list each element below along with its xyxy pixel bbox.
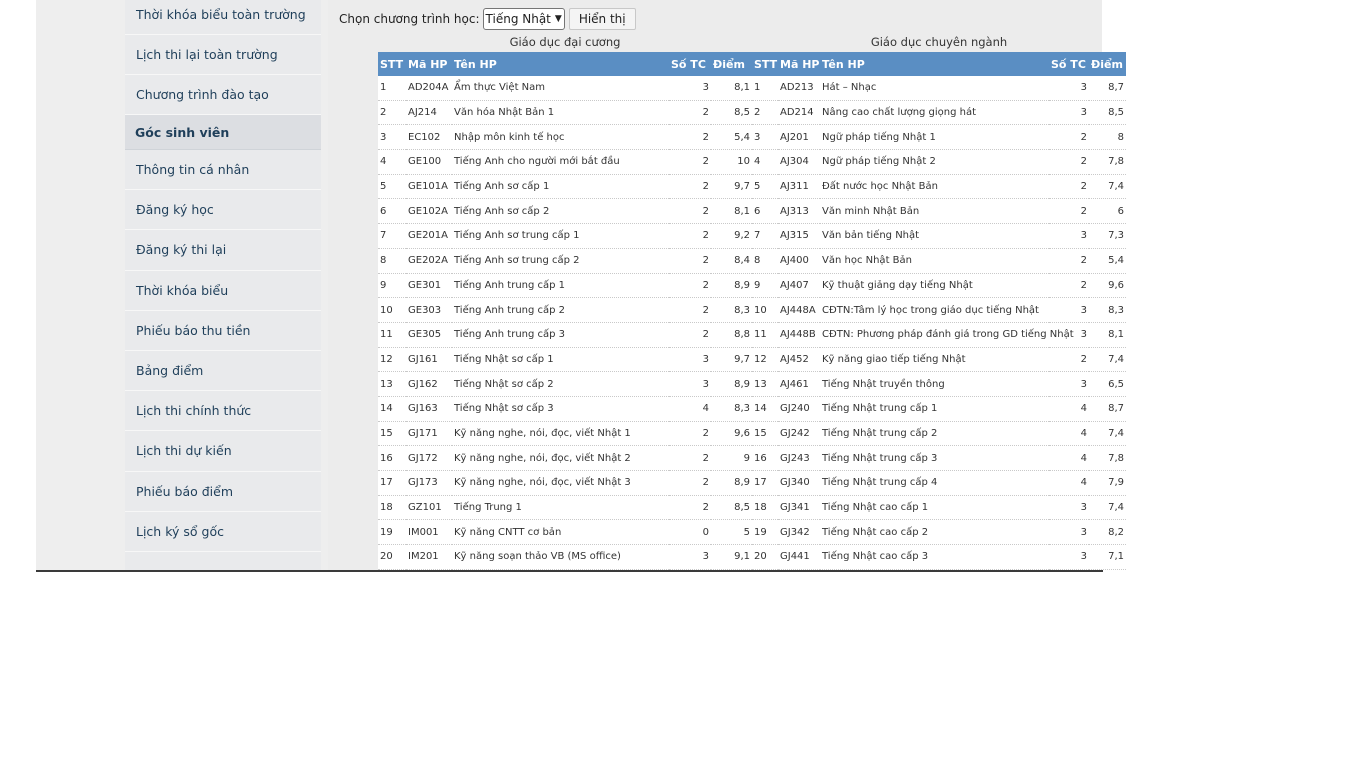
cell-course-name: Tiếng Anh trung cấp 3: [452, 322, 669, 347]
cell-stt: 5: [378, 174, 406, 199]
cell-credits: 2: [1049, 248, 1089, 273]
cell-score: 6: [1089, 199, 1126, 224]
table-row: [378, 421, 752, 446]
cell-stt: 19: [378, 520, 406, 545]
cell-course-code: GE305: [406, 322, 452, 347]
cell-course-name: Tiếng Nhật trung cấp 4: [820, 471, 1049, 496]
cell-score: 8,8: [711, 322, 752, 347]
cell-score: 8,3: [1089, 298, 1126, 323]
cell-credits: 3: [1049, 520, 1089, 545]
table-row: [752, 298, 1126, 323]
cell-credits: 4: [1049, 421, 1089, 446]
cell-credits: 3: [1049, 545, 1089, 570]
table-row: [378, 224, 752, 249]
cell-course-name: Tiếng Nhật cao cấp 3: [820, 545, 1049, 570]
cell-course-code: GJ173: [406, 471, 452, 496]
cell-course-name: Nhập môn kinh tế học: [452, 125, 669, 150]
cell-course-name: Tiếng Nhật sơ cấp 2: [452, 372, 669, 397]
cell-credits: 2: [1049, 273, 1089, 298]
cell-credits: 2: [669, 421, 711, 446]
cell-course-code: GE100: [406, 150, 452, 175]
cell-course-name: Kỹ năng nghe, nói, đọc, viết Nhật 2: [452, 446, 669, 471]
cell-course-name: Kỹ năng nghe, nói, đọc, viết Nhật 1: [452, 421, 669, 446]
cell-credits: 3: [669, 347, 711, 372]
sidebar-item[interactable]: Lịch thi lại toàn trường: [125, 35, 321, 75]
cell-score: 8,5: [711, 495, 752, 520]
cell-course-code: GE303: [406, 298, 452, 323]
cell-score: 9,6: [711, 421, 752, 446]
cell-stt: 5: [752, 174, 778, 199]
cell-course-name: Tiếng Anh sơ trung cấp 1: [452, 224, 669, 249]
cell-score: 9,7: [711, 174, 752, 199]
cell-score: 7,3: [1089, 224, 1126, 249]
cell-score: 7,9: [1089, 471, 1126, 496]
cell-credits: 3: [1049, 76, 1089, 100]
cell-stt: 7: [378, 224, 406, 249]
cell-course-code: AJ448B: [778, 322, 820, 347]
sidebar-item[interactable]: Bảng điểm: [125, 351, 321, 391]
cell-score: 8,1: [711, 76, 752, 100]
table-row: [752, 150, 1126, 175]
cell-credits: 2: [669, 150, 711, 175]
col-header-name: Tên HP: [820, 52, 1049, 76]
cell-stt: 3: [752, 125, 778, 150]
cell-stt: 20: [378, 545, 406, 570]
cell-stt: 17: [378, 471, 406, 496]
cell-stt: 12: [752, 347, 778, 372]
cell-stt: 14: [752, 396, 778, 421]
table-row: [752, 125, 1126, 150]
cell-score: 8,9: [711, 471, 752, 496]
cell-score: 8,7: [1089, 76, 1126, 100]
cell-course-name: Kỹ năng CNTT cơ bản: [452, 520, 669, 545]
cell-score: 7,1: [1089, 545, 1126, 570]
cell-credits: 4: [1049, 396, 1089, 421]
cell-stt: 7: [752, 224, 778, 249]
cell-score: 7,4: [1089, 495, 1126, 520]
show-button[interactable]: Hiển thị: [569, 8, 636, 30]
cell-credits: 2: [669, 322, 711, 347]
table-row: [378, 150, 752, 175]
table-row: [378, 396, 752, 421]
cell-course-code: AJ315: [778, 224, 820, 249]
table-row: [752, 100, 1126, 125]
cell-credits: 2: [669, 495, 711, 520]
cell-stt: 4: [378, 150, 406, 175]
table-row: [378, 347, 752, 372]
cell-course-code: GJ172: [406, 446, 452, 471]
cell-credits: 4: [669, 396, 711, 421]
cell-credits: 3: [1049, 372, 1089, 397]
cell-course-code: GE102A: [406, 199, 452, 224]
bottom-divider: [36, 570, 1103, 572]
cell-credits: 2: [669, 471, 711, 496]
cell-course-name: Tiếng Nhật trung cấp 1: [820, 396, 1049, 421]
table-row: [378, 174, 752, 199]
col-header-code: Mã HP: [778, 52, 820, 76]
cell-stt: 16: [378, 446, 406, 471]
cell-stt: 15: [378, 421, 406, 446]
cell-score: 8,9: [711, 372, 752, 397]
cell-course-name: Hát – Nhạc: [820, 76, 1049, 100]
cell-credits: 2: [1049, 199, 1089, 224]
app-frame: [36, 0, 1124, 570]
sidebar-item[interactable]: Đăng ký thi lại: [125, 230, 321, 270]
table-row: [378, 545, 752, 570]
table-row: [378, 248, 752, 273]
cell-stt: 10: [752, 298, 778, 323]
cell-credits: 2: [1049, 125, 1089, 150]
cell-course-name: Tiếng Nhật sơ cấp 1: [452, 347, 669, 372]
col-header-stt: STT: [752, 52, 778, 76]
cell-course-code: GJ242: [778, 421, 820, 446]
cell-score: 8,7: [1089, 396, 1126, 421]
cell-course-name: Kỹ năng soạn thảo VB (MS office): [452, 545, 669, 570]
table-row: [752, 421, 1126, 446]
cell-score: 9,7: [711, 347, 752, 372]
program-select-label: Chọn chương trình học:: [339, 12, 480, 26]
cell-course-name: Đất nước học Nhật Bản: [820, 174, 1049, 199]
cell-course-name: Văn minh Nhật Bản: [820, 199, 1049, 224]
cell-course-code: EC102: [406, 125, 452, 150]
cell-course-code: AJ461: [778, 372, 820, 397]
cell-credits: 2: [669, 248, 711, 273]
cell-course-name: Tiếng Nhật truyền thông: [820, 372, 1049, 397]
cell-stt: 10: [378, 298, 406, 323]
col-header-score: Điểm: [711, 52, 752, 76]
table-row: [752, 471, 1126, 496]
cell-score: 8,5: [711, 100, 752, 125]
cell-score: 8,3: [711, 298, 752, 323]
cell-course-code: GZ101: [406, 495, 452, 520]
cell-course-code: AD213: [778, 76, 820, 100]
cell-stt: 13: [752, 372, 778, 397]
sidebar-item[interactable]: Thời khóa biểu toàn trường: [125, 0, 321, 35]
specialized-education-table: [752, 52, 1126, 570]
table-row: [378, 273, 752, 298]
table-row: [752, 347, 1126, 372]
cell-course-code: AJ448A: [778, 298, 820, 323]
cell-credits: 3: [669, 545, 711, 570]
sidebar-item[interactable]: Đăng ký học: [125, 190, 321, 230]
cell-stt: 8: [752, 248, 778, 273]
table-row: [378, 125, 752, 150]
cell-credits: 2: [669, 446, 711, 471]
cell-stt: 6: [378, 199, 406, 224]
cell-course-name: Văn học Nhật Bản: [820, 248, 1049, 273]
cell-course-name: Văn hóa Nhật Bản 1: [452, 100, 669, 125]
cell-course-code: AD204A: [406, 76, 452, 100]
col-header-score: Điểm: [1089, 52, 1126, 76]
cell-stt: 3: [378, 125, 406, 150]
cell-score: 8,5: [1089, 100, 1126, 125]
cell-course-name: Ẩm thực Việt Nam: [452, 76, 669, 100]
cell-credits: 2: [669, 298, 711, 323]
col-header-credits: Số TC: [1049, 52, 1089, 76]
cell-score: 5,4: [711, 125, 752, 150]
cell-stt: 2: [752, 100, 778, 125]
cell-score: 6,5: [1089, 372, 1126, 397]
col-header-stt: STT: [378, 52, 406, 76]
cell-score: 10: [711, 150, 752, 175]
table-row: [752, 76, 1126, 100]
cell-score: 7,4: [1089, 174, 1126, 199]
cell-course-code: AJ400: [778, 248, 820, 273]
cell-course-code: AJ452: [778, 347, 820, 372]
cell-course-name: Tiếng Nhật trung cấp 2: [820, 421, 1049, 446]
cell-course-name: Tiếng Anh sơ cấp 1: [452, 174, 669, 199]
cell-course-code: GJ441: [778, 545, 820, 570]
cell-credits: 2: [669, 273, 711, 298]
cell-credits: 2: [669, 174, 711, 199]
cell-stt: 11: [752, 322, 778, 347]
table-row: [752, 199, 1126, 224]
cell-credits: 2: [1049, 150, 1089, 175]
table-row: [752, 273, 1126, 298]
sidebar-item[interactable]: Thời khóa biểu: [125, 271, 321, 311]
general-education-title: Giáo dục đại cương: [509, 35, 621, 49]
col-header-credits: Số TC: [669, 52, 711, 76]
sidebar-item[interactable]: Thông tin cá nhân: [125, 150, 321, 190]
table-row: [378, 520, 752, 545]
general-education-table: [378, 52, 752, 570]
cell-course-name: Tiếng Nhật cao cấp 1: [820, 495, 1049, 520]
table-row: [378, 471, 752, 496]
cell-course-name: CĐTN:Tâm lý học trong giáo dục tiếng Nhật: [820, 298, 1049, 323]
col-header-name: Tên HP: [452, 52, 669, 76]
cell-stt: 18: [378, 495, 406, 520]
program-filter: [339, 9, 636, 29]
cell-score: 7,8: [1089, 150, 1126, 175]
cell-course-code: AJ214: [406, 100, 452, 125]
cell-course-name: Tiếng Nhật trung cấp 3: [820, 446, 1049, 471]
cell-stt: 2: [378, 100, 406, 125]
main-content: [328, 0, 1124, 570]
program-select[interactable]: [483, 8, 565, 30]
sidebar-item[interactable]: Chương trình đào tạo: [125, 75, 321, 115]
sidebar-section-heading: Góc sinh viên: [125, 115, 321, 150]
cell-stt: 15: [752, 421, 778, 446]
cell-course-name: Kỹ năng giao tiếp tiếng Nhật: [820, 347, 1049, 372]
sidebar-item[interactable]: Phiếu báo thu tiền: [125, 311, 321, 351]
table-row: [378, 76, 752, 100]
cell-score: 8,1: [1089, 322, 1126, 347]
cell-score: 7,8: [1089, 446, 1126, 471]
cell-stt: 1: [752, 76, 778, 100]
table-header-row: [378, 52, 752, 76]
cell-score: 5: [711, 520, 752, 545]
cell-course-code: GE202A: [406, 248, 452, 273]
table-row: [752, 495, 1126, 520]
sidebar-nav: [125, 0, 321, 570]
cell-score: 8,9: [711, 273, 752, 298]
table-row: [378, 100, 752, 125]
program-select-value: Tiếng Nhật: [485, 12, 551, 26]
cell-credits: 3: [1049, 100, 1089, 125]
chevron-down-icon: ▼: [554, 14, 562, 24]
cell-course-name: Kỹ năng nghe, nói, đọc, viết Nhật 3: [452, 471, 669, 496]
table-row: [752, 174, 1126, 199]
cell-score: 7,4: [1089, 347, 1126, 372]
cell-credits: 2: [669, 224, 711, 249]
cell-stt: 9: [378, 273, 406, 298]
cell-score: 8,4: [711, 248, 752, 273]
cell-credits: 2: [1049, 347, 1089, 372]
cell-credits: 2: [1049, 174, 1089, 199]
cell-stt: 8: [378, 248, 406, 273]
cell-credits: 3: [1049, 495, 1089, 520]
cell-credits: 3: [1049, 298, 1089, 323]
table-row: [752, 545, 1126, 570]
table-header-row: [752, 52, 1126, 76]
cell-course-name: Tiếng Anh trung cấp 1: [452, 273, 669, 298]
cell-course-code: AJ201: [778, 125, 820, 150]
table-row: [752, 396, 1126, 421]
cell-course-code: AJ313: [778, 199, 820, 224]
table-row: [378, 372, 752, 397]
cell-score: 8,2: [1089, 520, 1126, 545]
cell-course-name: Tiếng Anh cho người mới bắt đầu: [452, 150, 669, 175]
cell-stt: 9: [752, 273, 778, 298]
cell-stt: 18: [752, 495, 778, 520]
cell-credits: 3: [669, 372, 711, 397]
cell-course-code: AD214: [778, 100, 820, 125]
cell-course-code: GJ161: [406, 347, 452, 372]
cell-course-name: Tiếng Anh sơ trung cấp 2: [452, 248, 669, 273]
table-row: [378, 298, 752, 323]
cell-stt: 17: [752, 471, 778, 496]
cell-stt: 19: [752, 520, 778, 545]
sidebar-item[interactable]: Lịch thi dự kiến: [125, 431, 321, 471]
cell-credits: 2: [669, 100, 711, 125]
cell-score: 8,1: [711, 199, 752, 224]
cell-stt: 12: [378, 347, 406, 372]
cell-stt: 4: [752, 150, 778, 175]
sidebar-item[interactable]: Lịch ký sổ gốc: [125, 512, 321, 552]
cell-credits: 2: [669, 125, 711, 150]
cell-course-code: GJ243: [778, 446, 820, 471]
cell-course-code: GE101A: [406, 174, 452, 199]
cell-score: 9,1: [711, 545, 752, 570]
sidebar-item[interactable]: Phiếu báo điểm: [125, 472, 321, 512]
cell-stt: 6: [752, 199, 778, 224]
cell-course-code: GJ171: [406, 421, 452, 446]
cell-course-name: Văn bản tiếng Nhật: [820, 224, 1049, 249]
cell-course-code: GE201A: [406, 224, 452, 249]
cell-credits: 3: [1049, 322, 1089, 347]
cell-credits: 3: [669, 76, 711, 100]
cell-score: 7,4: [1089, 421, 1126, 446]
table-row: [378, 322, 752, 347]
cell-course-code: GJ341: [778, 495, 820, 520]
cell-course-code: IM201: [406, 545, 452, 570]
table-row: [752, 248, 1126, 273]
specialized-education-title: Giáo dục chuyên ngành: [870, 35, 1008, 49]
table-row: [378, 199, 752, 224]
cell-stt: 20: [752, 545, 778, 570]
cell-credits: 2: [669, 199, 711, 224]
cell-course-name: Tiếng Anh sơ cấp 2: [452, 199, 669, 224]
cell-score: 8,3: [711, 396, 752, 421]
cell-course-code: GJ342: [778, 520, 820, 545]
cell-stt: 14: [378, 396, 406, 421]
cell-score: 9,6: [1089, 273, 1126, 298]
cell-stt: 16: [752, 446, 778, 471]
cell-course-name: Nâng cao chất lượng giọng hát: [820, 100, 1049, 125]
cell-credits: 4: [1049, 446, 1089, 471]
cell-credits: 0: [669, 520, 711, 545]
cell-course-name: Ngữ pháp tiếng Nhật 1: [820, 125, 1049, 150]
cell-credits: 4: [1049, 471, 1089, 496]
col-header-code: Mã HP: [406, 52, 452, 76]
cell-course-code: GE301: [406, 273, 452, 298]
cell-course-code: AJ311: [778, 174, 820, 199]
cell-course-code: AJ304: [778, 150, 820, 175]
cell-course-code: GJ162: [406, 372, 452, 397]
cell-course-code: IM001: [406, 520, 452, 545]
cell-score: 8: [1089, 125, 1126, 150]
table-row: [752, 322, 1126, 347]
cell-course-name: Tiếng Anh trung cấp 2: [452, 298, 669, 323]
cell-course-name: Kỹ thuật giảng dạy tiếng Nhật: [820, 273, 1049, 298]
table-row: [378, 495, 752, 520]
table-row: [752, 446, 1126, 471]
cell-credits: 3: [1049, 224, 1089, 249]
cell-stt: 11: [378, 322, 406, 347]
cell-course-name: Tiếng Nhật sơ cấp 3: [452, 396, 669, 421]
table-row: [752, 372, 1126, 397]
cell-course-code: AJ407: [778, 273, 820, 298]
cell-course-name: CĐTN: Phương pháp đánh giá trong GD tiếng Nhật: [820, 322, 1049, 347]
sidebar-item[interactable]: Lịch thi chính thức: [125, 391, 321, 431]
cell-course-code: GJ240: [778, 396, 820, 421]
table-row: [752, 224, 1126, 249]
cell-score: 9: [711, 446, 752, 471]
cell-stt: 13: [378, 372, 406, 397]
cell-course-code: GJ340: [778, 471, 820, 496]
table-row: [752, 520, 1126, 545]
cell-score: 5,4: [1089, 248, 1126, 273]
cell-stt: 1: [378, 76, 406, 100]
cell-course-name: Ngữ pháp tiếng Nhật 2: [820, 150, 1049, 175]
cell-course-code: GJ163: [406, 396, 452, 421]
cell-course-name: Tiếng Trung 1: [452, 495, 669, 520]
table-row: [378, 446, 752, 471]
cell-course-name: Tiếng Nhật cao cấp 2: [820, 520, 1049, 545]
cell-score: 9,2: [711, 224, 752, 249]
